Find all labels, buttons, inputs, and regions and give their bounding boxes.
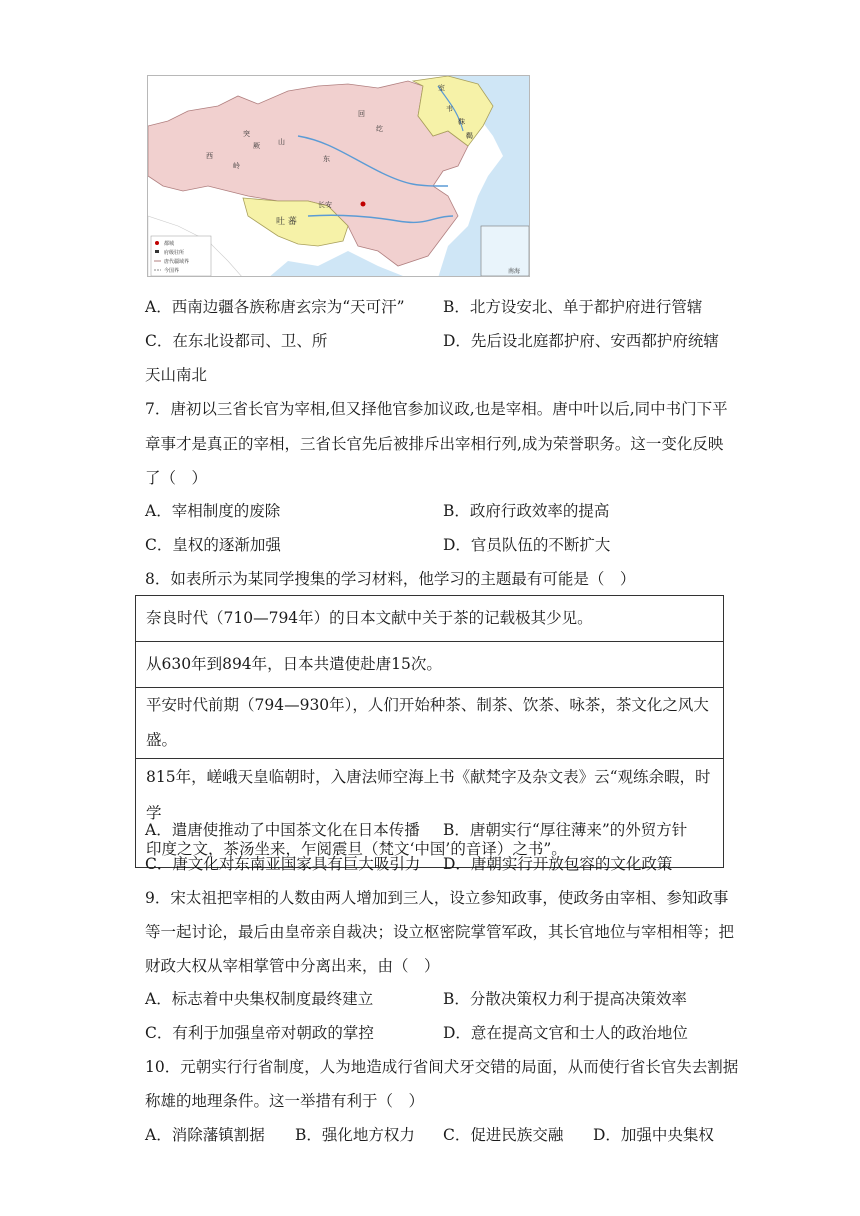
table-cell: 平安时代前期（794—930年），人们开始种茶、制茶、饮茶、咏茶，茶文化之风大盛。	[136, 688, 724, 759]
q10-option-c[interactable]: C．促进民族交融	[443, 1126, 564, 1144]
table-cell	[136, 759, 724, 868]
map-label-nanhai: 南海	[508, 268, 521, 275]
legend-item: 府级驻所	[164, 250, 185, 256]
q9-option-c[interactable]: C．有利于加强皇帝对朝政的掌控	[145, 1024, 374, 1042]
map-graphic	[148, 76, 530, 277]
table-cell: 奈良时代（710—794年）的日本文献中关于茶的记载极其少见。	[136, 596, 724, 642]
q9-stem-line: 等一起讨论，最后由皇帝亲自裁决；设立枢密院掌管军政，其长官地位与宰相相等；把	[145, 923, 735, 941]
map-label-shiwei: 室	[438, 84, 445, 92]
map-label-changan: 长安	[318, 201, 332, 209]
map-label-tubo: 吐 蕃	[276, 217, 297, 227]
table-row	[136, 596, 724, 642]
q7-stem-line: 了（ ）	[145, 469, 208, 487]
table-cell: 从630年到894年，日本共遣使赴唐15次。	[136, 642, 724, 688]
q9-option-a[interactable]: A．标志着中央集权制度最终建立	[145, 990, 374, 1008]
q8-option-a[interactable]: A．遣唐使推动了中国茶文化在日本传播	[145, 821, 420, 839]
q7-stem-line: 章事才是真正的宰相，三省长官先后被排斥出宰相行列,成为荣誉职务。这一变化反映	[145, 435, 724, 453]
changan-dot	[361, 202, 366, 207]
map-label-shan: 山	[278, 138, 285, 146]
legend-seat-symbol	[155, 250, 159, 253]
table-row	[136, 759, 724, 868]
map-label-xi: 西	[206, 152, 213, 160]
legend-item: 今国界	[164, 268, 180, 274]
q8-option-c[interactable]: C．唐文化对东南亚国家具有巨大吸引力	[145, 855, 421, 873]
tang-territory-map	[147, 75, 530, 277]
q10-option-a[interactable]: A．消除藩镇割据	[145, 1126, 265, 1144]
q7-stem-line: 7．唐初以三省长官为宰相,但又择他官参加议政,也是宰相。唐中叶以后,同中书门下平	[145, 400, 728, 418]
q9-stem-line: 财政大权从宰相掌管中分离出来，由（ ）	[145, 957, 440, 975]
q6-option-d[interactable]: D．先后设北庭都护府、安西都护府统辖	[443, 332, 719, 350]
q9-option-d[interactable]: D．意在提高文官和士人的政治地位	[443, 1024, 688, 1042]
q6-option-d-continuation: 天山南北	[145, 366, 208, 384]
q7-option-c[interactable]: C．皇权的逐渐加强	[145, 536, 281, 554]
map-label-tujue: 突	[243, 130, 250, 138]
q10-stem-line: 10．元朝实行行省制度，人为地造成行省间犬牙交错的局面，从而使行省长官失去割据	[145, 1058, 739, 1076]
map-label-dong: 东	[323, 155, 330, 163]
map-label-hui: 回	[358, 110, 365, 118]
south-sea-inset	[481, 226, 529, 276]
q9-stem-line: 9．宋太祖把宰相的人数由两人增加到三人，设立参知政事，使政务由宰相、参知政事	[145, 889, 729, 907]
map-label-ge: 纥	[376, 125, 383, 133]
q6-option-c[interactable]: C．在东北设都司、卫、所	[145, 332, 328, 350]
legend-capital-symbol	[155, 241, 159, 245]
q8-option-d[interactable]: D．唐朝实行开放包容的文化政策	[443, 855, 673, 873]
q10-stem-line: 称雄的地理条件。这一举措有利于（ ）	[145, 1092, 425, 1110]
q7-option-b[interactable]: B．政府行政效率的提高	[443, 502, 610, 520]
q10-option-d[interactable]: D．加强中央集权	[593, 1126, 714, 1144]
legend-item: 唐代疆域界	[164, 259, 190, 265]
table-cell-line: 印度之文，茶汤坐来，乍阅震旦（梵文‘中国’的音译）之书”。	[146, 840, 567, 858]
map-label-he: 鞨	[466, 132, 473, 140]
map-label-jue: 厥	[253, 142, 260, 150]
map-label-ling: 岭	[233, 162, 240, 170]
q6-option-a[interactable]: A．西南边疆各族称唐玄宗为“天可汗”	[145, 298, 405, 316]
table-cell-line: 815年，嵯峨天皇临朝时，入唐法师空海上书《献梵字及杂文表》云“观练余暇，时学	[146, 768, 711, 822]
table-row	[136, 688, 724, 759]
q7-option-d[interactable]: D．官员队伍的不断扩大	[443, 536, 611, 554]
q10-option-b[interactable]: B．强化地方权力	[295, 1126, 415, 1144]
legend-item: 都城	[164, 241, 175, 247]
q8-stem: 8．如表所示为某同学搜集的学习材料，他学习的主题最有可能是（ ）	[145, 570, 636, 588]
q6-option-b[interactable]: B．北方设安北、单于都护府进行管辖	[443, 298, 703, 316]
q9-option-b[interactable]: B．分散决策权力利于提高决策效率	[443, 990, 687, 1008]
map-label-wei: 韦	[446, 105, 453, 113]
table-row	[136, 642, 724, 688]
q8-option-b[interactable]: B．唐朝实行“厚往薄来”的外贸方针	[443, 821, 688, 839]
q7-option-a[interactable]: A．宰相制度的废除	[145, 502, 281, 520]
map-label-mo: 靺	[458, 118, 465, 126]
